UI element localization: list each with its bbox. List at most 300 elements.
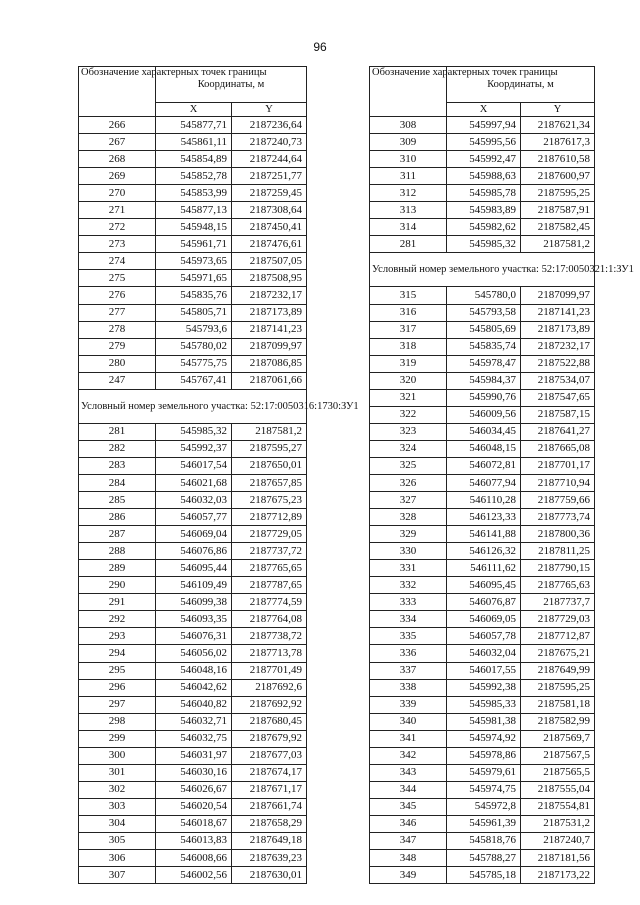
page-number: 96: [313, 40, 327, 54]
coord-x: 546031,97: [156, 747, 232, 764]
coord-x: 545961,71: [156, 236, 232, 253]
table-row: [370, 696, 595, 713]
point-number: 276: [79, 287, 156, 304]
point-number: 299: [79, 730, 156, 747]
point-number: 286: [79, 509, 156, 526]
coord-y: 2187141,23: [232, 321, 307, 338]
point-number: 326: [370, 474, 447, 491]
coord-x: 545788,27: [447, 850, 521, 867]
coord-x: 546111,62: [447, 560, 521, 577]
coord-x: 545985,33: [447, 696, 521, 713]
section-row: [79, 389, 307, 423]
coord-y: 2187773,74: [521, 509, 595, 526]
point-number: 310: [370, 151, 447, 168]
coord-x: 546042,62: [156, 679, 232, 696]
point-number: 318: [370, 338, 447, 355]
coord-y: 2187450,41: [232, 219, 307, 236]
table-row: [370, 509, 595, 526]
coord-y: 2187701,17: [521, 457, 595, 474]
table-row: [370, 406, 595, 423]
table-row: [79, 440, 307, 457]
table-row: [370, 440, 595, 457]
point-number: 328: [370, 509, 447, 526]
coord-x: 546034,45: [447, 423, 521, 440]
table-row: [370, 560, 595, 577]
point-number: 296: [79, 679, 156, 696]
coord-x: 546048,16: [156, 662, 232, 679]
point-number: 284: [79, 474, 156, 491]
coord-x: 545775,75: [156, 355, 232, 372]
point-number: 327: [370, 492, 447, 509]
coord-y: 2187811,25: [521, 543, 595, 560]
coord-y: 2187173,89: [232, 304, 307, 321]
point-number: 329: [370, 526, 447, 543]
point-number: 344: [370, 781, 447, 798]
table-row: [79, 270, 307, 287]
coord-y: 2187671,17: [232, 781, 307, 798]
point-number: 330: [370, 543, 447, 560]
header-coordinates: Координаты, м: [447, 67, 595, 103]
coord-y: 2187240,7: [521, 832, 595, 849]
coord-y: 2187774,59: [232, 594, 307, 611]
coord-x: 546030,16: [156, 764, 232, 781]
table-row: [79, 509, 307, 526]
point-number: 297: [79, 696, 156, 713]
coord-y: 2187765,65: [232, 560, 307, 577]
point-number: 298: [79, 713, 156, 730]
point-number: 324: [370, 440, 447, 457]
coord-x: 546026,67: [156, 781, 232, 798]
point-number: 347: [370, 832, 447, 849]
table-row: [79, 372, 307, 389]
point-number: 319: [370, 355, 447, 372]
coord-y: 2187787,65: [232, 577, 307, 594]
table-row: [370, 492, 595, 509]
point-number: 322: [370, 406, 447, 423]
coord-x: 545853,99: [156, 185, 232, 202]
coord-x: 545805,71: [156, 304, 232, 321]
coord-y: 2187595,27: [232, 440, 307, 457]
coord-x: 545992,38: [447, 679, 521, 696]
point-number: 316: [370, 304, 447, 321]
coord-x: 546032,71: [156, 713, 232, 730]
coord-x: 546110,28: [447, 492, 521, 509]
coord-y: 2187259,45: [232, 185, 307, 202]
coord-x: 546076,31: [156, 628, 232, 645]
coord-y: 2187759,66: [521, 492, 595, 509]
coord-x: 545852,78: [156, 168, 232, 185]
coord-y: 2187141,23: [521, 304, 595, 321]
coord-y: 2187569,7: [521, 730, 595, 747]
coord-x: 546069,04: [156, 526, 232, 543]
coord-y: 2187600,97: [521, 168, 595, 185]
point-number: 336: [370, 645, 447, 662]
table-row: [79, 781, 307, 798]
table-row: [79, 577, 307, 594]
table-row: [370, 679, 595, 696]
section-row: [370, 253, 595, 287]
coord-y: 2187587,91: [521, 202, 595, 219]
point-number: 303: [79, 798, 156, 815]
coord-y: 2187630,01: [232, 867, 307, 884]
table-row: [79, 492, 307, 509]
point-number: 268: [79, 151, 156, 168]
point-number: 266: [79, 117, 156, 134]
table-row: [79, 850, 307, 867]
table-row: [79, 338, 307, 355]
table-row: [370, 219, 595, 236]
point-number: 338: [370, 679, 447, 696]
coord-x: 545997,94: [447, 117, 521, 134]
point-number: 313: [370, 202, 447, 219]
coord-y: 2187240,73: [232, 134, 307, 151]
coord-x: 546057,77: [156, 509, 232, 526]
coord-x: 545818,76: [447, 832, 521, 849]
coord-y: 2187692,92: [232, 696, 307, 713]
point-number: 340: [370, 713, 447, 730]
point-number: 346: [370, 815, 447, 832]
point-number: 321: [370, 389, 447, 406]
header-coordinates: Координаты, м: [156, 67, 307, 103]
point-number: 325: [370, 457, 447, 474]
coord-x: 545978,86: [447, 747, 521, 764]
point-number: 312: [370, 185, 447, 202]
coord-y: 2187677,03: [232, 747, 307, 764]
table-row: [370, 474, 595, 491]
coord-y: 2187476,61: [232, 236, 307, 253]
coord-y: 2187086,85: [232, 355, 307, 372]
point-number: 302: [79, 781, 156, 798]
coord-x: 545984,37: [447, 372, 521, 389]
table-row: [79, 423, 307, 440]
table-row: [370, 662, 595, 679]
point-number: 275: [79, 270, 156, 287]
header-y: Y: [232, 103, 307, 117]
coord-x: 546076,86: [156, 543, 232, 560]
coord-y: 2187661,74: [232, 798, 307, 815]
coord-x: 545877,71: [156, 117, 232, 134]
coord-x: 546017,54: [156, 457, 232, 474]
coord-y: 2187617,3: [521, 134, 595, 151]
coord-y: 2187729,03: [521, 611, 595, 628]
table-row: [370, 355, 595, 372]
point-number: 271: [79, 202, 156, 219]
point-number: 292: [79, 611, 156, 628]
point-number: 270: [79, 185, 156, 202]
coord-x: 545985,32: [156, 423, 232, 440]
header-x: X: [447, 103, 521, 117]
coord-x: 546095,44: [156, 560, 232, 577]
table-row: [79, 185, 307, 202]
point-number: 317: [370, 321, 447, 338]
coord-x: 545995,56: [447, 134, 521, 151]
table-row: [370, 321, 595, 338]
coord-y: 2187181,56: [521, 850, 595, 867]
coord-x: 545990,76: [447, 389, 521, 406]
coord-x: 546109,49: [156, 577, 232, 594]
coord-y: 2187713,78: [232, 645, 307, 662]
point-number: 277: [79, 304, 156, 321]
coord-x: 545835,76: [156, 287, 232, 304]
table-row: [370, 304, 595, 321]
table-row: [370, 526, 595, 543]
land-plot-number: Условный номер земельного участка: 52:17:0050321:1:ЗУ1: [370, 253, 595, 287]
coord-x: 545793,58: [447, 304, 521, 321]
point-number: 301: [79, 764, 156, 781]
point-number: 320: [370, 372, 447, 389]
coord-x: 546008,66: [156, 850, 232, 867]
coord-y: 2187173,89: [521, 321, 595, 338]
coord-y: 2187531,2: [521, 815, 595, 832]
coord-y: 2187679,92: [232, 730, 307, 747]
coord-y: 2187173,22: [521, 867, 595, 884]
point-number: 281: [370, 236, 447, 253]
table-row: [370, 764, 595, 781]
coord-x: 545861,11: [156, 134, 232, 151]
point-number: 279: [79, 338, 156, 355]
coord-y: 2187232,17: [232, 287, 307, 304]
table-row: [370, 185, 595, 202]
point-number: 308: [370, 117, 447, 134]
point-number: 285: [79, 492, 156, 509]
table-row: [79, 679, 307, 696]
coord-y: 2187232,17: [521, 338, 595, 355]
coord-x: 545780,0: [447, 287, 521, 304]
table-row: [79, 287, 307, 304]
coord-x: 546069,05: [447, 611, 521, 628]
header-y: Y: [521, 103, 595, 117]
coord-y: 2187764,08: [232, 611, 307, 628]
land-plot-number: Условный номер земельного участка: 52:17:0050316:1730:ЗУ1: [79, 389, 307, 423]
coord-y: 2187675,21: [521, 645, 595, 662]
table-row: [79, 168, 307, 185]
point-number: 341: [370, 730, 447, 747]
table-row: [79, 798, 307, 815]
table-row: [79, 662, 307, 679]
table-row: [79, 202, 307, 219]
coord-y: 2187308,64: [232, 202, 307, 219]
table-row: [79, 867, 307, 884]
coord-x: 545985,78: [447, 185, 521, 202]
point-number: 333: [370, 594, 447, 611]
coord-y: 2187610,58: [521, 151, 595, 168]
table-row: [370, 543, 595, 560]
point-number: 273: [79, 236, 156, 253]
point-number: 287: [79, 526, 156, 543]
point-number: 283: [79, 457, 156, 474]
table-row: [79, 151, 307, 168]
coord-x: 546123,33: [447, 509, 521, 526]
table-row: [79, 526, 307, 543]
coord-x: 545981,38: [447, 713, 521, 730]
coord-x: 546056,02: [156, 645, 232, 662]
table-row: [79, 117, 307, 134]
point-number: 291: [79, 594, 156, 611]
coord-y: 2187582,45: [521, 219, 595, 236]
point-number: 337: [370, 662, 447, 679]
point-number: 332: [370, 577, 447, 594]
coord-y: 2187710,94: [521, 474, 595, 491]
coord-y: 2187522,88: [521, 355, 595, 372]
table-row: [370, 628, 595, 645]
table-row: [370, 287, 595, 304]
table-row: [79, 628, 307, 645]
coord-y: 2187800,36: [521, 526, 595, 543]
coord-x: 545854,89: [156, 151, 232, 168]
header-x: X: [156, 103, 232, 117]
coord-x: 546021,68: [156, 474, 232, 491]
table-row: [370, 423, 595, 440]
coord-y: 2187712,89: [232, 509, 307, 526]
point-number: 280: [79, 355, 156, 372]
table-row: [370, 781, 595, 798]
coordinates-table-right: [369, 66, 634, 884]
point-number: 345: [370, 798, 447, 815]
coord-y: 2187251,77: [232, 168, 307, 185]
point-number: 306: [79, 850, 156, 867]
point-number: 247: [79, 372, 156, 389]
coord-x: 545835,74: [447, 338, 521, 355]
coord-y: 2187729,05: [232, 526, 307, 543]
header-point-designation: Обозначение характерных точек границы: [370, 67, 447, 117]
point-number: 323: [370, 423, 447, 440]
coord-y: 2187099,97: [521, 287, 595, 304]
table-row: [79, 832, 307, 849]
coord-x: 546009,56: [447, 406, 521, 423]
point-number: 309: [370, 134, 447, 151]
coord-x: 545767,41: [156, 372, 232, 389]
coord-y: 2187595,25: [521, 679, 595, 696]
coord-x: 546099,38: [156, 594, 232, 611]
coord-y: 2187639,23: [232, 850, 307, 867]
point-number: 314: [370, 219, 447, 236]
point-number: 339: [370, 696, 447, 713]
point-number: 311: [370, 168, 447, 185]
point-number: 348: [370, 850, 447, 867]
coordinates-table-left: [78, 66, 359, 884]
table-row: [370, 611, 595, 628]
coord-x: 546077,94: [447, 474, 521, 491]
coord-y: 2187581,18: [521, 696, 595, 713]
coord-y: 2187765,63: [521, 577, 595, 594]
point-number: 295: [79, 662, 156, 679]
coord-x: 545961,39: [447, 815, 521, 832]
table-row: [79, 594, 307, 611]
coord-x: 546040,82: [156, 696, 232, 713]
coord-y: 2187554,81: [521, 798, 595, 815]
coord-x: 545793,6: [156, 321, 232, 338]
coord-x: 545780,02: [156, 338, 232, 355]
table-row: [370, 151, 595, 168]
coord-y: 2187621,34: [521, 117, 595, 134]
coord-x: 545992,47: [447, 151, 521, 168]
coord-y: 2187581,2: [521, 236, 595, 253]
table-row: [79, 645, 307, 662]
table-row: [370, 730, 595, 747]
coord-y: 2187674,17: [232, 764, 307, 781]
coord-x: 545972,8: [447, 798, 521, 815]
header-point-designation: Обозначение характерных точек границы: [79, 67, 156, 117]
point-number: 289: [79, 560, 156, 577]
point-number: 267: [79, 134, 156, 151]
coord-x: 546057,78: [447, 628, 521, 645]
coord-y: 2187547,65: [521, 389, 595, 406]
coord-x: 545974,92: [447, 730, 521, 747]
coord-y: 2187658,29: [232, 815, 307, 832]
point-number: 282: [79, 440, 156, 457]
coord-x: 546017,55: [447, 662, 521, 679]
coord-y: 2187555,04: [521, 781, 595, 798]
coord-x: 546141,88: [447, 526, 521, 543]
point-number: 305: [79, 832, 156, 849]
coord-y: 2187738,72: [232, 628, 307, 645]
coord-x: 546093,35: [156, 611, 232, 628]
coord-x: 545971,65: [156, 270, 232, 287]
table-row: [370, 798, 595, 815]
coord-x: 545983,89: [447, 202, 521, 219]
point-number: 315: [370, 287, 447, 304]
table-row: [370, 867, 595, 884]
point-number: 274: [79, 253, 156, 270]
coord-y: 2187657,85: [232, 474, 307, 491]
table-row: [79, 457, 307, 474]
coord-y: 2187244,64: [232, 151, 307, 168]
coord-y: 2187565,5: [521, 764, 595, 781]
point-number: 349: [370, 867, 447, 884]
point-number: 281: [79, 423, 156, 440]
coord-y: 2187649,18: [232, 832, 307, 849]
coord-x: 546020,54: [156, 798, 232, 815]
coord-x: 546002,56: [156, 867, 232, 884]
point-number: 290: [79, 577, 156, 594]
table-row: [79, 474, 307, 491]
coord-y: 2187508,95: [232, 270, 307, 287]
coord-y: 2187061,66: [232, 372, 307, 389]
table-row: [370, 747, 595, 764]
table-row: [370, 594, 595, 611]
table-row: [370, 577, 595, 594]
table-row: [79, 304, 307, 321]
coord-y: 2187507,05: [232, 253, 307, 270]
table-row: [79, 219, 307, 236]
table-row: [79, 321, 307, 338]
coord-x: 546095,45: [447, 577, 521, 594]
point-number: 293: [79, 628, 156, 645]
coord-x: 546076,87: [447, 594, 521, 611]
coord-x: 545973,65: [156, 253, 232, 270]
point-number: 331: [370, 560, 447, 577]
coord-x: 545805,69: [447, 321, 521, 338]
coord-y: 2187665,08: [521, 440, 595, 457]
coord-y: 2187595,25: [521, 185, 595, 202]
point-number: 335: [370, 628, 447, 645]
table-row: [370, 850, 595, 867]
coord-x: 545985,32: [447, 236, 521, 253]
coord-x: 545978,47: [447, 355, 521, 372]
table-row: [370, 815, 595, 832]
point-number: 272: [79, 219, 156, 236]
coord-x: 546018,67: [156, 815, 232, 832]
table-row: [370, 236, 595, 253]
coord-y: 2187650,01: [232, 457, 307, 474]
point-number: 278: [79, 321, 156, 338]
point-number: 288: [79, 543, 156, 560]
coord-y: 2187567,5: [521, 747, 595, 764]
coord-y: 2187649,99: [521, 662, 595, 679]
coord-y: 2187641,27: [521, 423, 595, 440]
coord-y: 2187582,99: [521, 713, 595, 730]
table-row: [79, 355, 307, 372]
